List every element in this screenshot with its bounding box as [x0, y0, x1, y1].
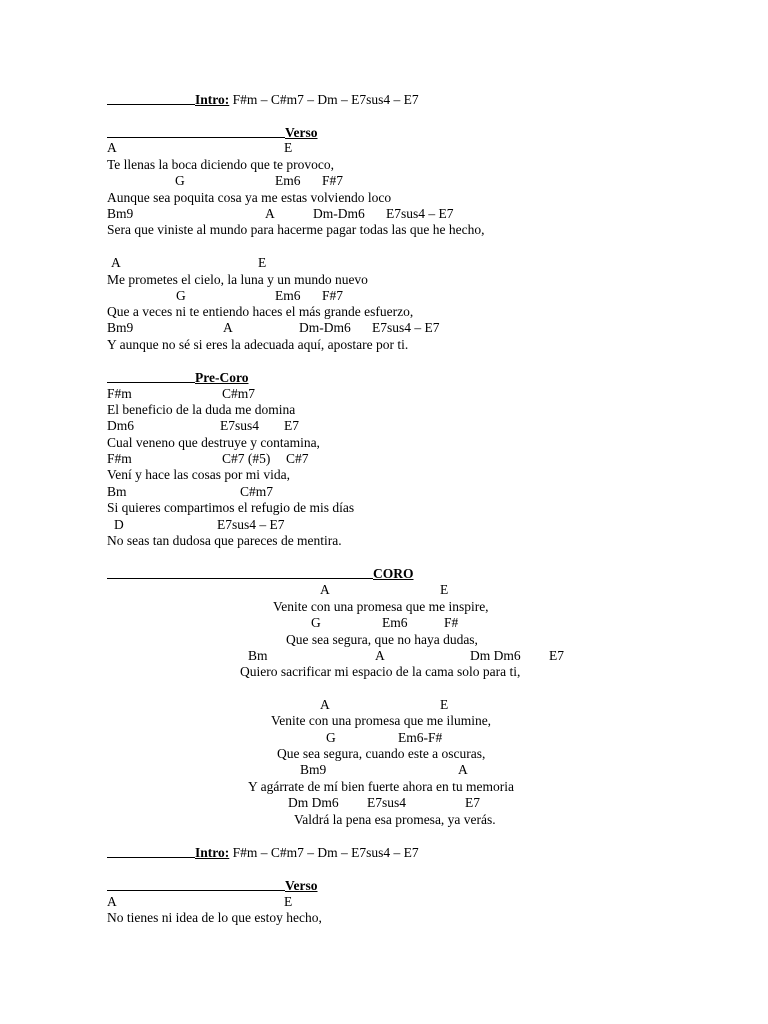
lyric-line: Sera que viniste al mundo para hacerme pagar todas las que he hecho, [107, 222, 485, 237]
chord: E7sus4 – E7 [386, 206, 454, 221]
chord: E7 [549, 648, 564, 663]
chord: E [258, 255, 267, 270]
intro-line [195, 845, 419, 861]
chord: C#7 (#5) [222, 451, 271, 466]
chord: A [111, 255, 121, 270]
chord: E7sus4 [220, 418, 260, 433]
section-title-precoro: Pre-Coro [195, 370, 249, 385]
lyric-line: No tienes ni idea de lo que estoy hecho, [107, 910, 322, 925]
chord: Bm9 [107, 320, 134, 335]
chord: Dm6 [107, 418, 134, 433]
chord: E [440, 582, 449, 597]
chord: F#7 [322, 173, 344, 188]
coro-underline [107, 565, 373, 579]
chord: A [320, 697, 330, 712]
intro-underline [107, 91, 195, 105]
lyric-line: Venite con una promesa que me inspire, [273, 599, 489, 614]
chord: A [375, 648, 385, 663]
intro-line [195, 92, 419, 108]
precoro-underline [107, 369, 195, 383]
chord: E7 [465, 795, 480, 810]
chord: Bm [248, 648, 268, 663]
chord: G [176, 288, 186, 303]
chord: Bm9 [107, 206, 134, 221]
lyric-line: No seas tan dudosa que pareces de mentira. [107, 533, 342, 548]
chord: E7sus4 – E7 [217, 517, 285, 532]
chord: A [107, 894, 117, 909]
chord: Dm-Dm6 [299, 320, 351, 335]
chord: A [265, 206, 275, 221]
section-title-verso: Verso [285, 878, 318, 893]
chord: E [284, 140, 293, 155]
lyric-line: Que sea segura, cuando este a oscuras, [277, 746, 486, 761]
lyric-line: Venite con una promesa que me ilumine, [271, 713, 492, 728]
chord: F#m [107, 451, 132, 466]
chord: Em6-F# [398, 730, 443, 745]
chord: G [175, 173, 185, 188]
lyric-line: Y aunque no sé si eres la adecuada aquí, apostare por ti. [107, 337, 409, 352]
chord: A [320, 582, 330, 597]
intro-chords: F#m – C#m7 – Dm – E7sus4 – E7 [232, 845, 419, 860]
chord: A [458, 762, 468, 777]
chord: C#7 [286, 451, 309, 466]
chord: Em6 [275, 288, 301, 303]
chord: F# [444, 615, 459, 630]
chord: F#m [107, 386, 132, 401]
lyric-line: Cual veneno que destruye y contamina, [107, 435, 320, 450]
chord: E [440, 697, 449, 712]
lyric-line: Valdrá la pena esa promesa, ya verás. [294, 812, 496, 827]
chord: D [114, 517, 124, 532]
lyric-line: Me prometes el cielo, la luna y un mundo nuevo [107, 272, 368, 287]
chord: Bm9 [300, 762, 327, 777]
lyric-line: Que a veces ni te entiendo haces el más grande esfuerzo, [107, 304, 414, 319]
chord: C#m7 [240, 484, 274, 499]
intro-underline [107, 844, 195, 858]
lyric-line: Si quieres compartimos el refugio de mis días [107, 500, 355, 515]
section-title-coro: CORO [373, 566, 414, 581]
intro-label: Intro: [195, 845, 230, 860]
chord: Em6 [382, 615, 408, 630]
lyric-line: El beneficio de la duda me domina [107, 402, 296, 417]
chord: Dm-Dm6 [313, 206, 365, 221]
intro-chords: F#m – C#m7 – Dm – E7sus4 – E7 [232, 92, 419, 107]
chord: F#7 [322, 288, 344, 303]
chord: E7 [284, 418, 299, 433]
lyric-line: Y agárrate de mí bien fuerte ahora en tu memoria [248, 779, 514, 794]
chord: Dm Dm6 [288, 795, 339, 810]
chord: E [284, 894, 293, 909]
chord: G [311, 615, 321, 630]
lyric-line: Vení y hace las cosas por mi vida, [107, 467, 290, 482]
chord: Bm [107, 484, 127, 499]
lyric-line: Que sea segura, que no haya dudas, [286, 632, 478, 647]
chord: E7sus4 – E7 [372, 320, 440, 335]
chord: A [107, 140, 117, 155]
verso-underline [107, 124, 285, 138]
verso-underline [107, 877, 285, 891]
intro-label: Intro: [195, 92, 230, 107]
chord: A [223, 320, 233, 335]
section-title-verso: Verso [285, 125, 318, 140]
lyric-line: Quiero sacrificar mi espacio de la cama solo para ti, [240, 664, 521, 679]
lyric-line: Te llenas la boca diciendo que te provoco, [107, 157, 334, 172]
chord: G [326, 730, 336, 745]
chord: Dm Dm6 [470, 648, 521, 663]
lyric-line: Aunque sea poquita cosa ya me estas volviendo loco [107, 190, 392, 205]
chord: C#m7 [222, 386, 256, 401]
chord: E7sus4 [367, 795, 407, 810]
chord: Em6 [275, 173, 301, 188]
